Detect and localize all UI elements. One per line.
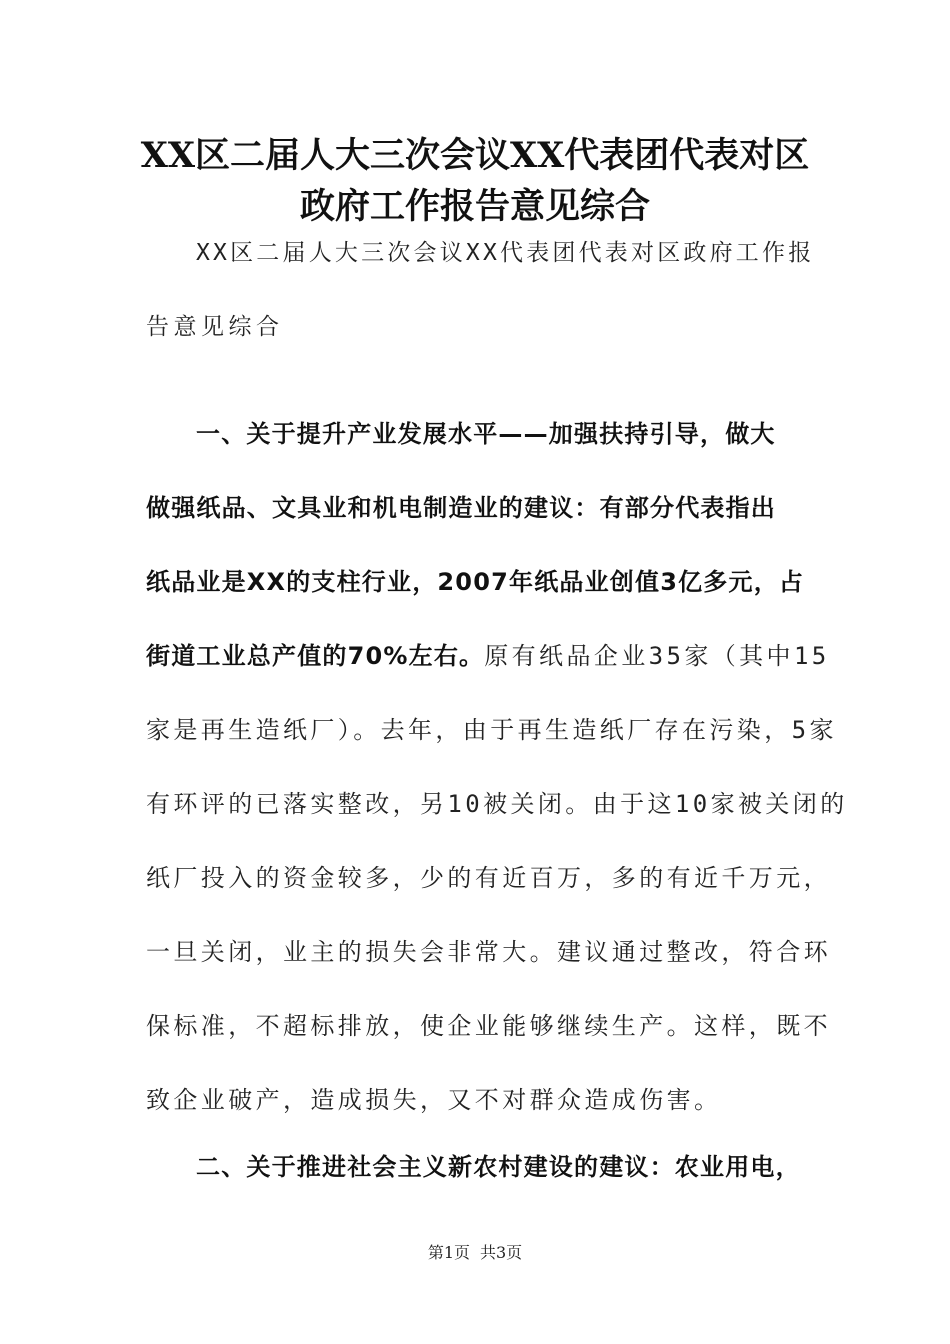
- paragraph-1-line-6: 有环评的已落实整改，另10被关闭。由于这10家被关闭的: [146, 790, 848, 818]
- page-number: 第1页: [427, 1243, 470, 1262]
- paragraph-1-line-1: 一、关于提升产业发展水平——加强扶持引导，做大: [196, 420, 776, 448]
- page-total: 共3页: [480, 1243, 523, 1262]
- document-title-line-2: 政府工作报告意见综合: [299, 186, 650, 227]
- document-title-line-1: XX区二届人大三次会议XX代表团代表对区: [140, 135, 810, 176]
- paragraph-1-line-3: 纸品业是XX的支柱行业，2007年纸品业创值3亿多元，占: [146, 568, 805, 596]
- subtitle-line-2: 告意见综合: [146, 314, 284, 340]
- paragraph-1-line-10: 致企业破产，造成损失，又不对群众造成伤害。: [146, 1086, 722, 1114]
- paragraph-1-line-4: [146, 640, 830, 672]
- paragraph-1-line-5: 家是再生造纸厂）。去年，由于再生造纸厂存在污染，5家: [146, 716, 837, 744]
- paragraph-1-line-4-normal: 原有纸品企业35家（其中15: [484, 642, 830, 670]
- subtitle-line-1: XX区二届人大三次会议XX代表团代表对区政府工作报: [196, 240, 815, 266]
- paragraph-1-line-2: 做强纸品、文具业和机电制造业的建议：有部分代表指出: [146, 494, 776, 522]
- page-footer: [0, 1242, 950, 1264]
- paragraph-1-line-7: 纸厂投入的资金较多，少的有近百万，多的有近千万元，: [146, 864, 831, 892]
- paragraph-1-line-8: 一旦关闭，业主的损失会非常大。建议通过整改，符合环: [146, 938, 831, 966]
- paragraph-2-line-1: 二、关于推进社会主义新农村建设的建议：农业用电，: [196, 1153, 801, 1181]
- paragraph-1-line-4-bold: 街道工业总产值的70%左右。: [146, 642, 485, 670]
- paragraph-1-line-9: 保标准，不超标排放，使企业能够继续生产。这样，既不: [146, 1012, 831, 1040]
